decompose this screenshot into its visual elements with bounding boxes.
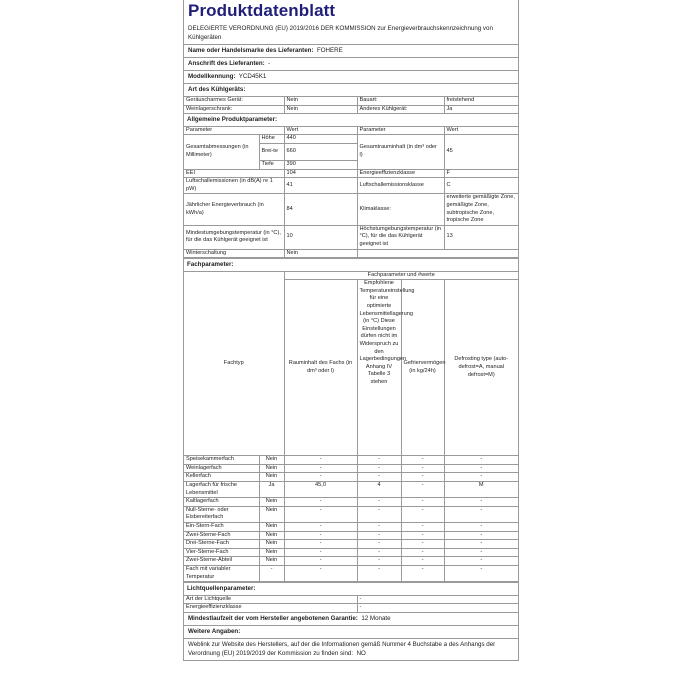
col-defrost: Defrosting type (auto-defrost=A, manual defrost=M) — [444, 280, 518, 456]
table-row: Weinlagerfach Nein - - - - — [184, 464, 518, 473]
col-freeze: Gefriervermögen (in kg/24h) — [401, 280, 444, 456]
col-volume: Rauminhalt des Fachs (in dm³ oder l) — [284, 280, 357, 456]
table-row: Energieeffizienzklasse - — [184, 604, 518, 613]
general-heading: Allgemeine Produktparameter: — [184, 114, 518, 127]
page-title: Produktdatenblatt — [188, 1, 336, 20]
table-row: Ein-Stern-Fach Nein - - - - — [184, 523, 518, 532]
table-row: Kaltlagerfach Nein - - - - — [184, 498, 518, 507]
table-row: Luftschallemissionen (in dB(A) re 1 pW) 41 Luftschallemissionsklasse C — [184, 178, 518, 194]
table-row: EEI 104 Energieeffizienzklasse F — [184, 169, 518, 178]
table-row: Speisekammerfach Nein - - - - — [184, 456, 518, 465]
weblink: Weblink zur Website des Herstellers, auf der die Informationen gemäß Nummer 4 Buchstabe a des Anhangs der Verordnung (EU) 2019/2019 der Kommission zu finden sind: NO — [184, 639, 518, 661]
compartment-parameters-table — [184, 258, 518, 582]
table-row: Jährlicher Energieverbrauch (in kWh/a) 84 Klimaklasse: erweiterte gemäßigte Zone, gemäßigte Zone, subtropische Zone, tropische Zone — [184, 194, 518, 225]
model-id: Modellkennung: YCD45K1 — [184, 71, 518, 84]
supplier-name: Name oder Handelsmarke des Lieferanten: FOHERE — [184, 45, 518, 58]
table-row: Fach mit variabler Temperatur - - - - - — [184, 566, 518, 582]
light-source-table — [184, 582, 518, 613]
table-row: Geräuscharmes Gerät: Nein Bauart: freistehend — [184, 97, 518, 106]
light-heading: Lichtquellenparameter: — [184, 583, 518, 596]
supplier-address: Anschrift des Lieferanten: - — [184, 58, 518, 71]
further-heading: Weitere Angaben: — [184, 626, 518, 639]
table-row: Art der Lichtquelle - — [184, 595, 518, 604]
compartments-heading: Fachparameter: — [184, 259, 518, 272]
table-header-row: Parameter Wert Parameter Wert — [184, 126, 518, 135]
product-datasheet — [183, 0, 519, 661]
table-row: Gesamtabmessungen (in Millimeter) Höhe 440 Gesamtrauminhalt (in dm³ oder l) 45 — [184, 135, 518, 144]
table-row: Lagerfach für frische Lebensmittel Ja 45,0 4 - M — [184, 482, 518, 498]
table-row: Drei-Sterne-Fach Nein - - - - — [184, 540, 518, 549]
col-temp: Empfohlene Temperatureinstellung für eine optimierte Lebensmittellagerung (in °C) Diese Einstellungen dürfen nicht im Widerspruch zu den Lagerbedingungen Anhang IV Tabelle 3 stehen — [357, 280, 401, 456]
warranty: Mindestlaufzeit der vom Hersteller angebotenen Garantie: 12 Monate — [184, 613, 518, 626]
general-parameters-table — [184, 96, 518, 258]
appliance-type-heading: Art des Kühlgeräts: — [188, 86, 246, 93]
table-row: Mindestumgebungstemperatur (in °C), für die das Kühlgerät geeignet ist 10 Höchstumgebungstemperatur (in °C), für die das Kühlgerät geeignet ist 13 — [184, 225, 518, 249]
table-row: Kellerfach Nein - - - - — [184, 473, 518, 482]
table-row: Zwei-Sterne-Fach Nein - - - - — [184, 531, 518, 540]
group-header: Fachparameter und #werte — [284, 271, 518, 280]
table-row: Null-Sterne- oder Eisbereiterfach Nein - - - - — [184, 506, 518, 522]
table-row: Zwei-Sterne-Abteil Nein - - - - — [184, 557, 518, 566]
table-row: Brei-te 660 — [184, 143, 518, 160]
table-row: Winterschaltung Nein — [184, 249, 518, 258]
table-row: Tiefe 390 — [184, 160, 518, 169]
table-row: Vier-Sterne-Fach Nein - - - - — [184, 548, 518, 557]
table-row: Weinlagerschrank: Nein Anderes Kühlgerät: Ja — [184, 105, 518, 114]
col-fachtyp: Fachtyp — [184, 271, 284, 456]
regulation-text: DELEGIERTE VERORDNUNG (EU) 2019/2016 DER KOMMISSION zur Energieverbrauchskennzeichnung von Kühlgeräten — [184, 23, 518, 45]
